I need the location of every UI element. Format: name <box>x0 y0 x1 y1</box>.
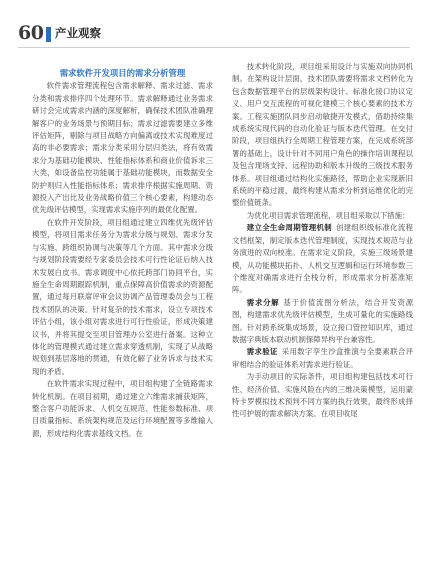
measure-paragraph <box>232 346 413 371</box>
measure-text: 采用数字孪生沙盒推演与全要素联合评审相结合的验证体系对需求进行验证。 <box>232 347 413 369</box>
paragraph: 在软件开发阶段，项目组通过建立四维优先级评估模型，将项目需求任务分为需求分级与规划、需求分发与实施、跨组织协调与决策等几个方面。其中需求分级与规划阶段需要经专家委员会技术可行性论证后纳入技术发展白皮书。需求调度中心依托跨部门协同平台，实施全生命周期跟踪机制，重点保障高价值需求的资源配置，通过每月联席评审会议协调产品管理委员会与工程技术团队的决策。针对复杂的技术需求，设立专项技术评估小组，该小组对需求进行可行性验证，形成决策建议书，并将其提交至项目管理办公室进行备案。这种立体化的管理模式通过建立需求穿透机制，实现了从战略规划到基层落地的贯通，有效化解了业务诉求与技术实现的矛盾。 <box>32 217 213 376</box>
section-title: 产业观察 <box>55 26 101 40</box>
left-column <box>32 61 213 440</box>
measure-lead: 需求验证 <box>246 347 278 357</box>
right-column <box>232 61 413 421</box>
measure-paragraph <box>232 222 413 296</box>
article-heading: 需求软件开发项目的需求分析管理 <box>59 68 186 78</box>
page-header <box>0 0 427 56</box>
paragraph: 为优化项目需求管理流程，项目组采取以下措施： <box>246 210 410 220</box>
measure-lead: 建立全生命周期管理机制 <box>246 223 332 233</box>
page-number: 60 <box>18 22 44 44</box>
header-divider <box>18 47 410 48</box>
paragraph: 为手动项目的实际条件，项目组构建包括技术可行性、经济价值、实施风险在内的三维决策模型，运用蒙特卡罗模拟技术预判不同方案的执行效果，最终形成择性可护展的需求解决方案。在项目收尾 <box>232 372 413 419</box>
measure-text: 创建组织级标准化流程文档框架，制定版本迭代管理制度，实现技术规范与业务演进的双向校准。在需求定义阶段，实施三级场景建模，从功能模块拓扑、人机交互逻辑和运行环境参数三个维度对确需求进行全栈分析，形成需求分析基准矩阵。 <box>232 223 413 295</box>
paragraph: 技术转化阶段，项目组采用设计与实施双向协同机制。在架构设计层面，技术团队需要将需求文档转化为包含数据管理平台的层级架构设计、标准化接口协议定义、用户交互流程的可视化建模三个核心要素的技术方案。工程实施团队同步启动敏捷开发模式，借助持续集成系统实现代码的自动化验证与版本迭代管理。在交付阶段，项目组执行全周期工程管理方案，在完成系统部署的基础上，设计针对不同用户角色的操作培训课程以及包含现场支持、远程协助和版本升级的三级技术服务体系。项目组通过结构化实施路径，帮助企业实现新旧系统的平稳过渡，最终构建从需求分析到运维优化的完整价值链条。 <box>232 62 413 208</box>
section-accent-bar <box>46 27 51 42</box>
paragraph: 在软件需求实现过程中，项目组构建了全链路需求转化机制。在项目初期，通过建立六维需求捕获矩阵，整合客户功能诉求、人机交互规范、性能参数标准、项目质量指标、系统架构规范及运行环境配置等多维输入源，形成结构化需求基线文档。在 <box>32 379 213 438</box>
measure-lead: 需求分解 <box>246 297 280 307</box>
measure-text: 基于价值流图分析法，结合开发资源图，构建需求优先级评估模型，生成可量化的实施路线图。针对跨系统集成场景，设立接口管控知识库，通过数据字典版本联动机制保障异构平台兼容性。 <box>232 297 413 344</box>
measure-paragraph <box>232 297 413 347</box>
paragraph: 软件需求管理流程包含需求解释、需求过滤、需求分类和需求排序四个处理环节。需求解释通过业务需求研讨会完成需求内涵的深度解析，确保技术团队准确理解客户的业务场景与预期目标；需求过滤需要建立多维评估矩阵，剔除与项目战略方向偏离或技术实现难度过高的非必要需求；需求分类采用分层归类法，将有效需求分为基础功能模块、性能指标体系和商业价值诉求三大类，如设备监控功能属于基础功能模块，而数据安全防护则归入性能指标体系；需求排序根据实施周期、资源投入产出比及业务战略价值三个核心要素，构建动态优先级评估模型，实现需求实施序列的最优化配置。 <box>32 81 213 215</box>
